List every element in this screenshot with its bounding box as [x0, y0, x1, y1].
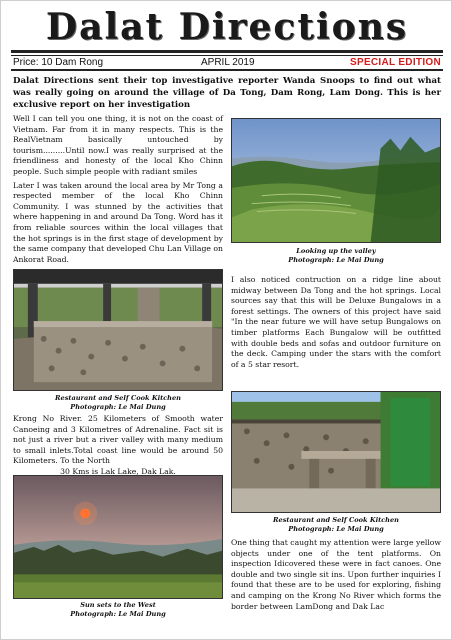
masthead-title: Dalat Directions — [45, 6, 409, 48]
masthead-rule-top — [11, 50, 443, 53]
issue-info-bar — [13, 56, 441, 69]
kitchen-photo-2-caption — [231, 516, 441, 534]
valley-photo — [231, 118, 441, 243]
sunset-photo — [13, 475, 223, 599]
infobar-rule-bottom — [11, 69, 443, 71]
caption-credit: Photograph: Le Mai Dung — [288, 256, 384, 264]
article-paragraph-2: Later I was taken around the local area by Mr Tong a respected member of the local Kho Chinn Community. I was stunned by the activities that where happening in and around Da Tong. Word has it from reliable sources within the local villages that the hot springs is in the first stage of development by the same company that developed Chu Lan Village on Ankorat Road. — [13, 180, 223, 264]
article-column-right-bottom — [231, 538, 441, 615]
caption-title: Sun sets to the West — [80, 601, 156, 609]
article-column-left-top — [13, 114, 223, 268]
article-paragraph-4-end: 30 Kms is Lak Lake, Dak Lak. — [60, 466, 176, 476]
caption-title: Looking up the valley — [296, 247, 376, 255]
kitchen-photo-2 — [231, 391, 441, 513]
article-paragraph-4: Krong No River. 25 Kilometers of Smooth water Canoeing and 3 Kilometres of Adrenaline. Fact sit is not just a river but a river valley with many medium to small inlets.Total coast line would be around 50 Kilometers. To the North — [13, 414, 223, 466]
caption-credit: Photograph: Le Mai Dung — [70, 403, 166, 411]
valley-photo-caption — [231, 247, 441, 265]
issue-date: APRIL 2019 — [201, 57, 255, 68]
caption-credit: Photograph: Le Mai Dung — [70, 610, 166, 618]
article-paragraph-1: Well I can tell you one thing, it is not on the coast of Vietnam. Far from it in many respects. This is the RealVietnam basically untouched by tourism.........Until now.I was really surprised at the friendliness and honesty of the local Kho Chinn people. Such simple people with radiant smiles — [13, 114, 223, 176]
article-column-right-middle — [231, 275, 441, 373]
intro-paragraph: Dalat Directions sent their top investigative reporter Wanda Snoops to find out what was really going on around the village of Da Tong, Dam Rong, Lam Dong. This is her exclusive report on her investigation — [13, 76, 441, 110]
article-paragraph-3: I also noticed contruction on a ridge line about midway between Da Tong and the hot springs. Local sources say that this will be Deluxe Bungalows in a forest settings. The owners of this project have said "In the near future we will have setup Bungalows on timber platforms Each Bungalow will be outfitted with double beds and sofas and outdoor furniture on the deck. Camping under the stars with the comfort of a 5 star resort. — [231, 275, 441, 369]
sunset-photo-caption — [13, 601, 223, 619]
article-column-left-bottom — [13, 414, 223, 481]
caption-credit: Photograph: Le Mai Dung — [288, 525, 384, 533]
caption-title: Restaurant and Self Cook Kitchen — [55, 394, 181, 402]
kitchen-photo-1 — [13, 269, 223, 391]
issue-price: Price: 10 Dam Rong — [13, 57, 104, 68]
caption-title: Restaurant and Self Cook Kitchen — [273, 516, 399, 524]
special-edition-label: SPECIAL EDITION — [350, 57, 441, 68]
kitchen-photo-1-caption — [13, 394, 223, 412]
article-paragraph-5: One thing that caught my attention were large yellow objects under one of the tent platforms. On inspection Idicovered these were in fact canoes. One double and two single sit ins. Upon further inquiries I found that these are to be used for exploring, fishing and camping on the Krong No River which forms the border between LamDong and Dak Lac — [231, 538, 441, 611]
